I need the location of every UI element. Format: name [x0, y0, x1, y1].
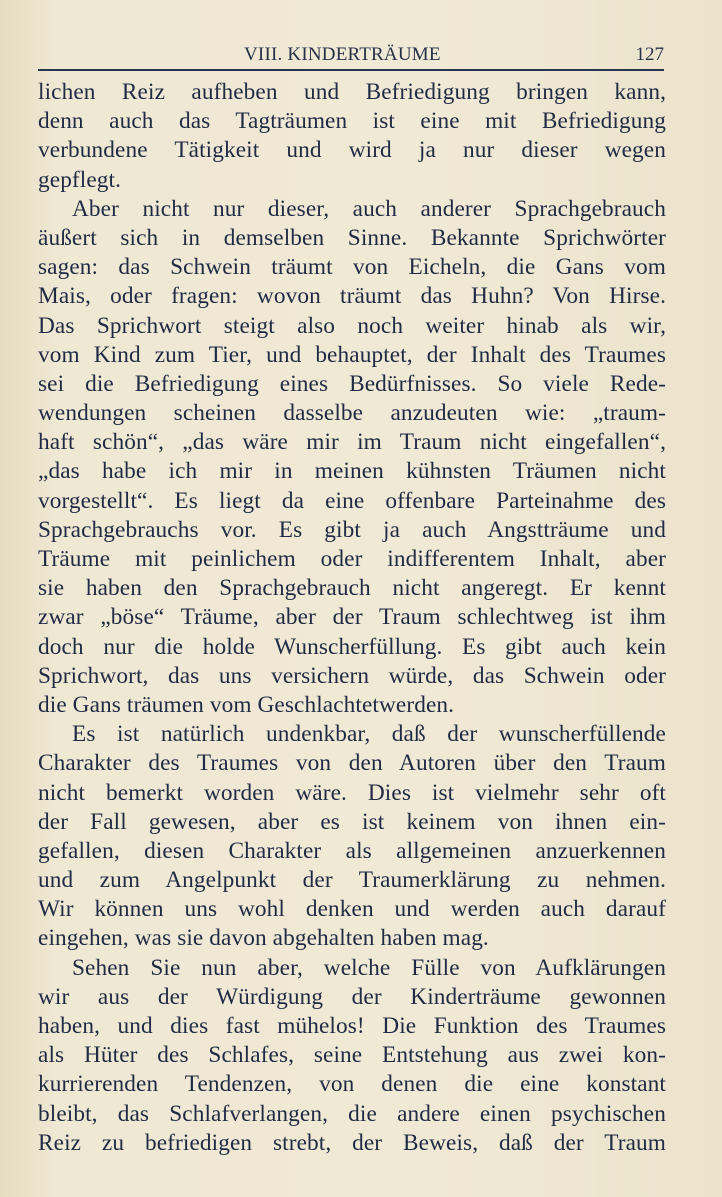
- text-line: zwar „böse“ Träume, aber der Traum schlechtweg ist ihm: [38, 604, 666, 631]
- text-line: haft schön“, „das wäre mir im Traum nicht eingefallen“,: [38, 429, 666, 456]
- text-line: die Gans träumen vom Geschlachtetwerden.: [38, 691, 455, 718]
- text-line: der Fall gewesen, aber es ist keinem von ihnen ein-: [38, 808, 666, 835]
- text-line: bleibt, das Schlafverlangen, die andere einen psychischen: [38, 1100, 666, 1127]
- text-line: denn auch das Tagträumen ist eine mit Befriedigung: [38, 108, 666, 135]
- text-line: sei die Befriedigung eines Bedürfnisses. So viele Rede-: [38, 370, 666, 397]
- text-line: Sehen Sie nun aber, welche Fülle von Aufklärungen: [72, 954, 666, 981]
- text-line: vorgestellt“. Es liegt da eine offenbare Parteinahme des: [38, 487, 666, 514]
- text-line: Träume mit peinlichem oder indifferentem Inhalt, aber: [38, 546, 666, 572]
- body-text: [38, 78, 666, 1158]
- text-line: als Hüter des Schlafes, seine Entstehung aus zwei kon-: [38, 1042, 666, 1069]
- text-line: Das Sprichwort steigt also noch weiter hinab als wir,: [38, 312, 666, 339]
- text-line: Mais, oder fragen: wovon träumt das Huhn? Von Hirse.: [38, 283, 666, 310]
- text-line: Es ist natürlich undenkbar, daß der wunscherfüllende: [72, 721, 666, 748]
- text-line: nicht bemerkt worden wäre. Dies ist vielmehr sehr oft: [38, 779, 666, 806]
- running-title: VIII. KINDERTRÄUME: [244, 44, 441, 65]
- text-line: sagen: das Schwein träumt von Eicheln, die Gans vom: [38, 254, 666, 281]
- text-line: „das habe ich mir in meinen kühnsten Träumen nicht: [38, 458, 666, 485]
- text-line: haben, und dies fast mühelos! Die Funktion des Traumes: [38, 1013, 666, 1039]
- page-number: 127: [635, 44, 664, 65]
- text-line: gefallen, diesen Charakter als allgemeinen anzuerkennen: [38, 837, 666, 864]
- text-line: Sprichwort, das uns versichern würde, das Schwein oder: [38, 662, 666, 689]
- text-line: Aber nicht nur dieser, auch anderer Sprachgebrauch: [72, 195, 666, 222]
- text-line: doch nur die holde Wunscherfüllung. Es gibt auch kein: [38, 633, 666, 660]
- text-line: und zum Angelpunkt der Traumerklärung zu nehmen.: [38, 867, 666, 894]
- text-line: eingehen, was sie davon abgehalten haben mag.: [38, 925, 489, 952]
- text-line: Wir können uns wohl denken und werden auch darauf: [38, 896, 666, 923]
- text-line: äußert sich in demselben Sinne. Bekannte Sprichwörter: [38, 224, 666, 251]
- text-line: wir aus der Würdigung der Kinderträume gewonnen: [38, 983, 666, 1010]
- text-line: kurrierenden Tendenzen, von denen die eine konstant: [38, 1071, 666, 1098]
- text-line: wendungen scheinen dasselbe anzudeuten wie: „traum-: [38, 400, 666, 427]
- text-line: Sprachgebrauchs vor. Es gibt ja auch Angstträume und: [38, 516, 666, 543]
- text-line: lichen Reiz aufheben und Befriedigung bringen kann,: [38, 79, 666, 105]
- text-line: Charakter des Traumes von den Autoren über den Traum: [38, 750, 666, 777]
- page-header: [38, 44, 664, 68]
- text-line: verbundene Tätigkeit und wird ja nur dieser wegen: [38, 137, 666, 164]
- text-line: Reiz zu befriedigen strebt, der Beweis, daß der Traum: [38, 1129, 666, 1156]
- text-line: gepflegt.: [38, 166, 122, 193]
- text-line: vom Kind zum Tier, und behauptet, der Inhalt des Traumes: [38, 341, 666, 368]
- header-rule: [38, 69, 664, 71]
- text-line: sie haben den Sprachgebrauch nicht angeregt. Er kennt: [38, 575, 666, 602]
